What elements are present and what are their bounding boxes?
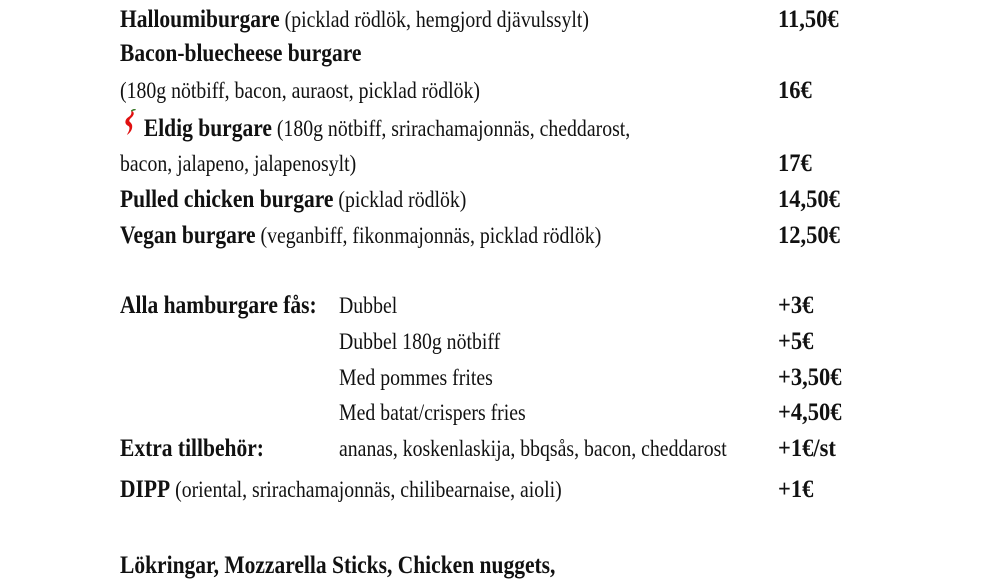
menu-item-bacon-bluecheese — [120, 40, 361, 68]
menu-item-halloumiburgare — [120, 6, 589, 34]
options-label — [120, 292, 317, 320]
option-pommes-frites: Med pommes frites — [339, 365, 493, 390]
item-description: (180g nötbiff, bacon, auraost, picklad rödlök) — [120, 78, 480, 103]
item-name: DIPP — [120, 476, 171, 503]
item-name: Pulled chicken burgare — [120, 186, 334, 213]
sides-heading — [120, 552, 555, 580]
menu-item-pulled-chicken — [120, 186, 466, 214]
item-description: (oriental, srirachamajonnäs, chilibearnaise, aioli) — [170, 477, 562, 502]
option-batat-fries: Med batat/crispers fries — [339, 400, 526, 425]
item-price: 12,50€ — [778, 222, 840, 249]
item-price: 16€ — [778, 77, 812, 104]
option-dubbel: Dubbel — [339, 293, 398, 318]
option-price: +3,50€ — [778, 364, 842, 391]
extras-label — [120, 435, 264, 463]
chili-pepper-icon — [120, 109, 139, 137]
item-description: (180g nötbiff, srirachamajonnäs, cheddarost, — [271, 116, 631, 141]
item-description: (picklad rödlök) — [333, 187, 467, 212]
menu-item-vegan-burgare — [120, 222, 601, 250]
item-name: Bacon-bluecheese burgare — [120, 40, 362, 67]
item-price: 14,50€ — [778, 186, 840, 213]
item-price: +1€ — [778, 476, 814, 503]
extras-label-text: Extra tillbehör: — [120, 435, 264, 462]
option-price: +4,50€ — [778, 399, 842, 426]
sides-heading-text: Lökringar, Mozzarella Sticks, Chicken nuggets, — [120, 552, 556, 579]
menu-item-eldig-burgare — [120, 115, 630, 143]
option-price: +3€ — [778, 292, 814, 319]
extras-items: ananas, koskenlaskija, bbqsås, bacon, cheddarost — [339, 436, 727, 461]
item-description: (picklad rödlök, hemgjord djävulssylt) — [279, 7, 589, 32]
option-price: +5€ — [778, 328, 814, 355]
extras-price: +1€/st — [778, 435, 836, 462]
menu-item-dipp — [120, 476, 562, 504]
item-price: 17€ — [778, 150, 812, 177]
item-name: Halloumiburgare — [120, 6, 280, 33]
item-name: Vegan burgare — [120, 222, 256, 249]
option-dubbel-180g: Dubbel 180g nötbiff — [339, 329, 501, 354]
item-name: Eldig burgare — [143, 115, 272, 142]
item-description: (veganbiff, fikonmajonnäs, picklad rödlök) — [255, 223, 602, 248]
item-price: 11,50€ — [778, 6, 839, 33]
options-label-text: Alla hamburgare fås: — [120, 292, 317, 319]
item-description-cont: bacon, jalapeno, jalapenosylt) — [120, 151, 357, 176]
